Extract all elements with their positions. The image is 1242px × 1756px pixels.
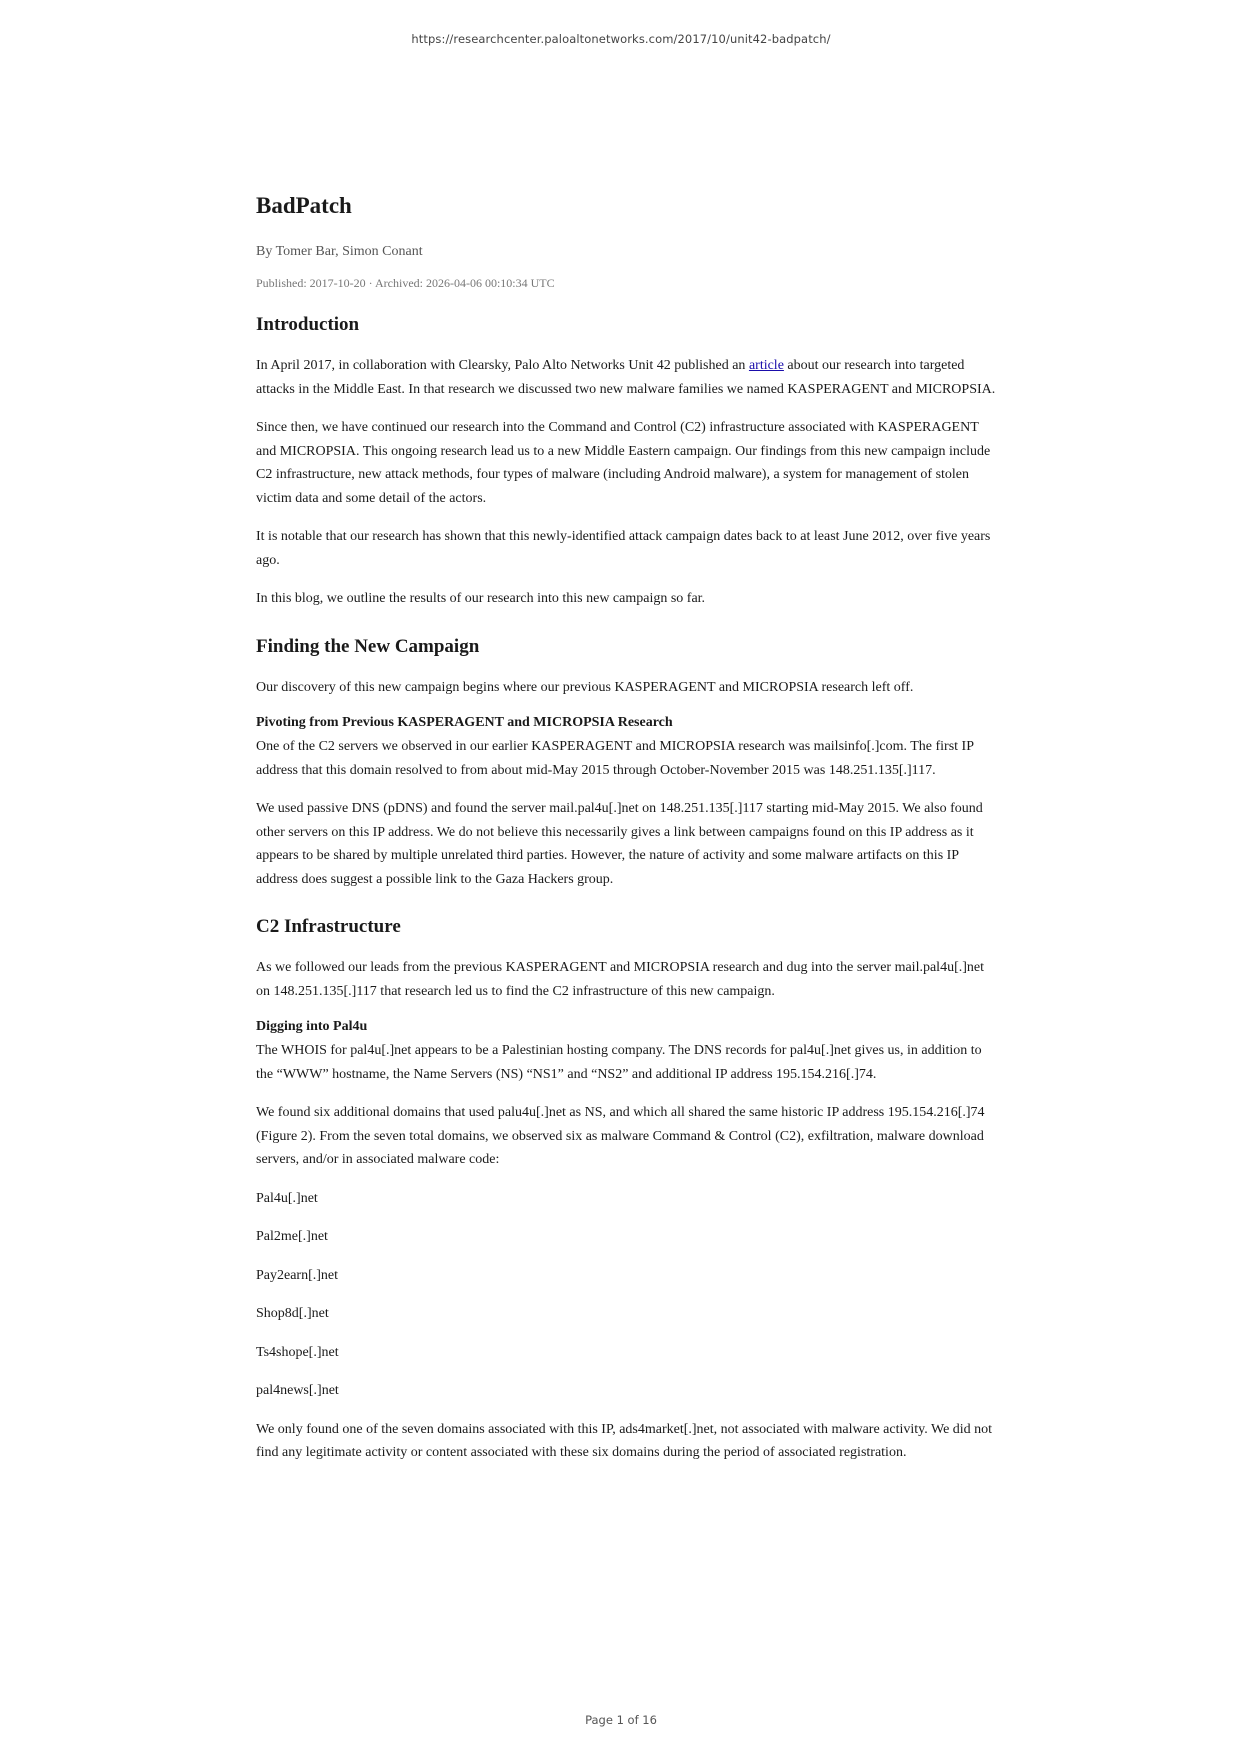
paragraph: As we followed our leads from the previous KASPERAGENT and MICROPSIA research and dug into the server mail.pal4u[.]net on 148.251.135[.]117 that research led us to find the C2 infrastructure of this new campaign. (256, 960, 984, 999)
paragraph: We found six additional domains that used palu4u[.]net as NS, and which all shared the same historic IP address 195.154.216[.]74 (Figure 2). From the seven total domains, we observed six as malware Command & Control (C2), exfiltration, malware download servers, and/or in associated malware code: (256, 1105, 985, 1167)
paragraph (256, 354, 996, 401)
paragraph-text: In April 2017, in collaboration with Clearsky, Palo Alto Networks Unit 42 published an (256, 358, 749, 373)
paragraph: It is notable that our research has shown that this newly-identified attack campaign dates back to at least June 2012, over five years ago. (256, 529, 991, 568)
article (256, 186, 996, 1465)
byline: By Tomer Bar, Simon Conant (256, 244, 423, 259)
domain-list-item: pal4news[.]net (256, 1383, 339, 1398)
page-url-header: https://researchcenter.paloaltonetworks.com/2017/10/unit42-badpatch/ (411, 32, 831, 46)
paragraph-text: about our research into targeted attacks in the Middle East. In that research we discussed two new malware families we named KASPERAGENT and MICROPSIA. (256, 358, 996, 397)
domain-list-item: Pal2me[.]net (256, 1229, 328, 1244)
paragraph: We used passive DNS (pDNS) and found the server mail.pal4u[.]net on 148.251.135[.]117 starting mid-May 2015. We also found other servers on this IP address. We do not believe this necessarily gives a link between campaigns found on this IP address as it appears to be shared by multiple unrelated third parties. However, the nature of activity and some malware artifacts on this IP address does suggest a possible link to the Gaza Hackers group. (256, 801, 983, 887)
heading-introduction: Introduction (256, 314, 360, 335)
article-title: BadPatch (256, 193, 352, 218)
paragraph: Since then, we have continued our research into the Command and Control (C2) infrastructure associated with KASPERAGENT and MICROPSIA. This ongoing research lead us to a new Middle Eastern campaign. Our findings from this new campaign include C2 infrastructure, new attack methods, four types of malware (including Android malware), a system for management of stolen victim data and some detail of the actors. (256, 420, 991, 506)
heading-finding-new-campaign: Finding the New Campaign (256, 635, 480, 657)
page-number: Page 1 of 16 (585, 1713, 657, 1727)
domain-list-item: Pal4u[.]net (256, 1190, 318, 1206)
paragraph: Our discovery of this new campaign begins where our previous KASPERAGENT and MICROPSIA research left off. (256, 679, 914, 695)
publish-meta: Published: 2017-10-20 · Archived: 2026-04-06 00:10:34 UTC (256, 276, 555, 290)
article-link[interactable]: article (748, 358, 784, 373)
domain-list-item: Shop8d[.]net (256, 1306, 329, 1321)
subheading-pivoting: Pivoting from Previous KASPERAGENT and MICROPSIA Research (256, 715, 673, 730)
heading-c2-infrastructure: C2 Infrastructure (256, 916, 401, 937)
subheading-digging-pal4u: Digging into Pal4u (256, 1019, 368, 1034)
paragraph: The WHOIS for pal4u[.]net appears to be a Palestinian hosting company. The DNS records for pal4u[.]net gives us, in addition to the “WWW” hostname, the Name Servers (NS) “NS1” and “NS2” and additional IP address 195.154.216[.]74. (256, 1043, 982, 1082)
paragraph: We only found one of the seven domains associated with this IP, ads4market[.]net, not associated with malware activity. We did not find any legitimate activity or content associated with these six domains during the period of associated registration. (256, 1421, 993, 1460)
domain-list-item: Pay2earn[.]net (256, 1267, 339, 1283)
paragraph: One of the C2 servers we observed in our earlier KASPERAGENT and MICROPSIA research was mailsinfo[.]com. The first IP address that this domain resolved to from about mid-May 2015 through October-November 2015 was 148.251.135[.]117. (256, 739, 974, 778)
domain-list-item: Ts4shope[.]net (256, 1344, 339, 1360)
paragraph: In this blog, we outline the results of our research into this new campaign so far. (256, 591, 706, 606)
